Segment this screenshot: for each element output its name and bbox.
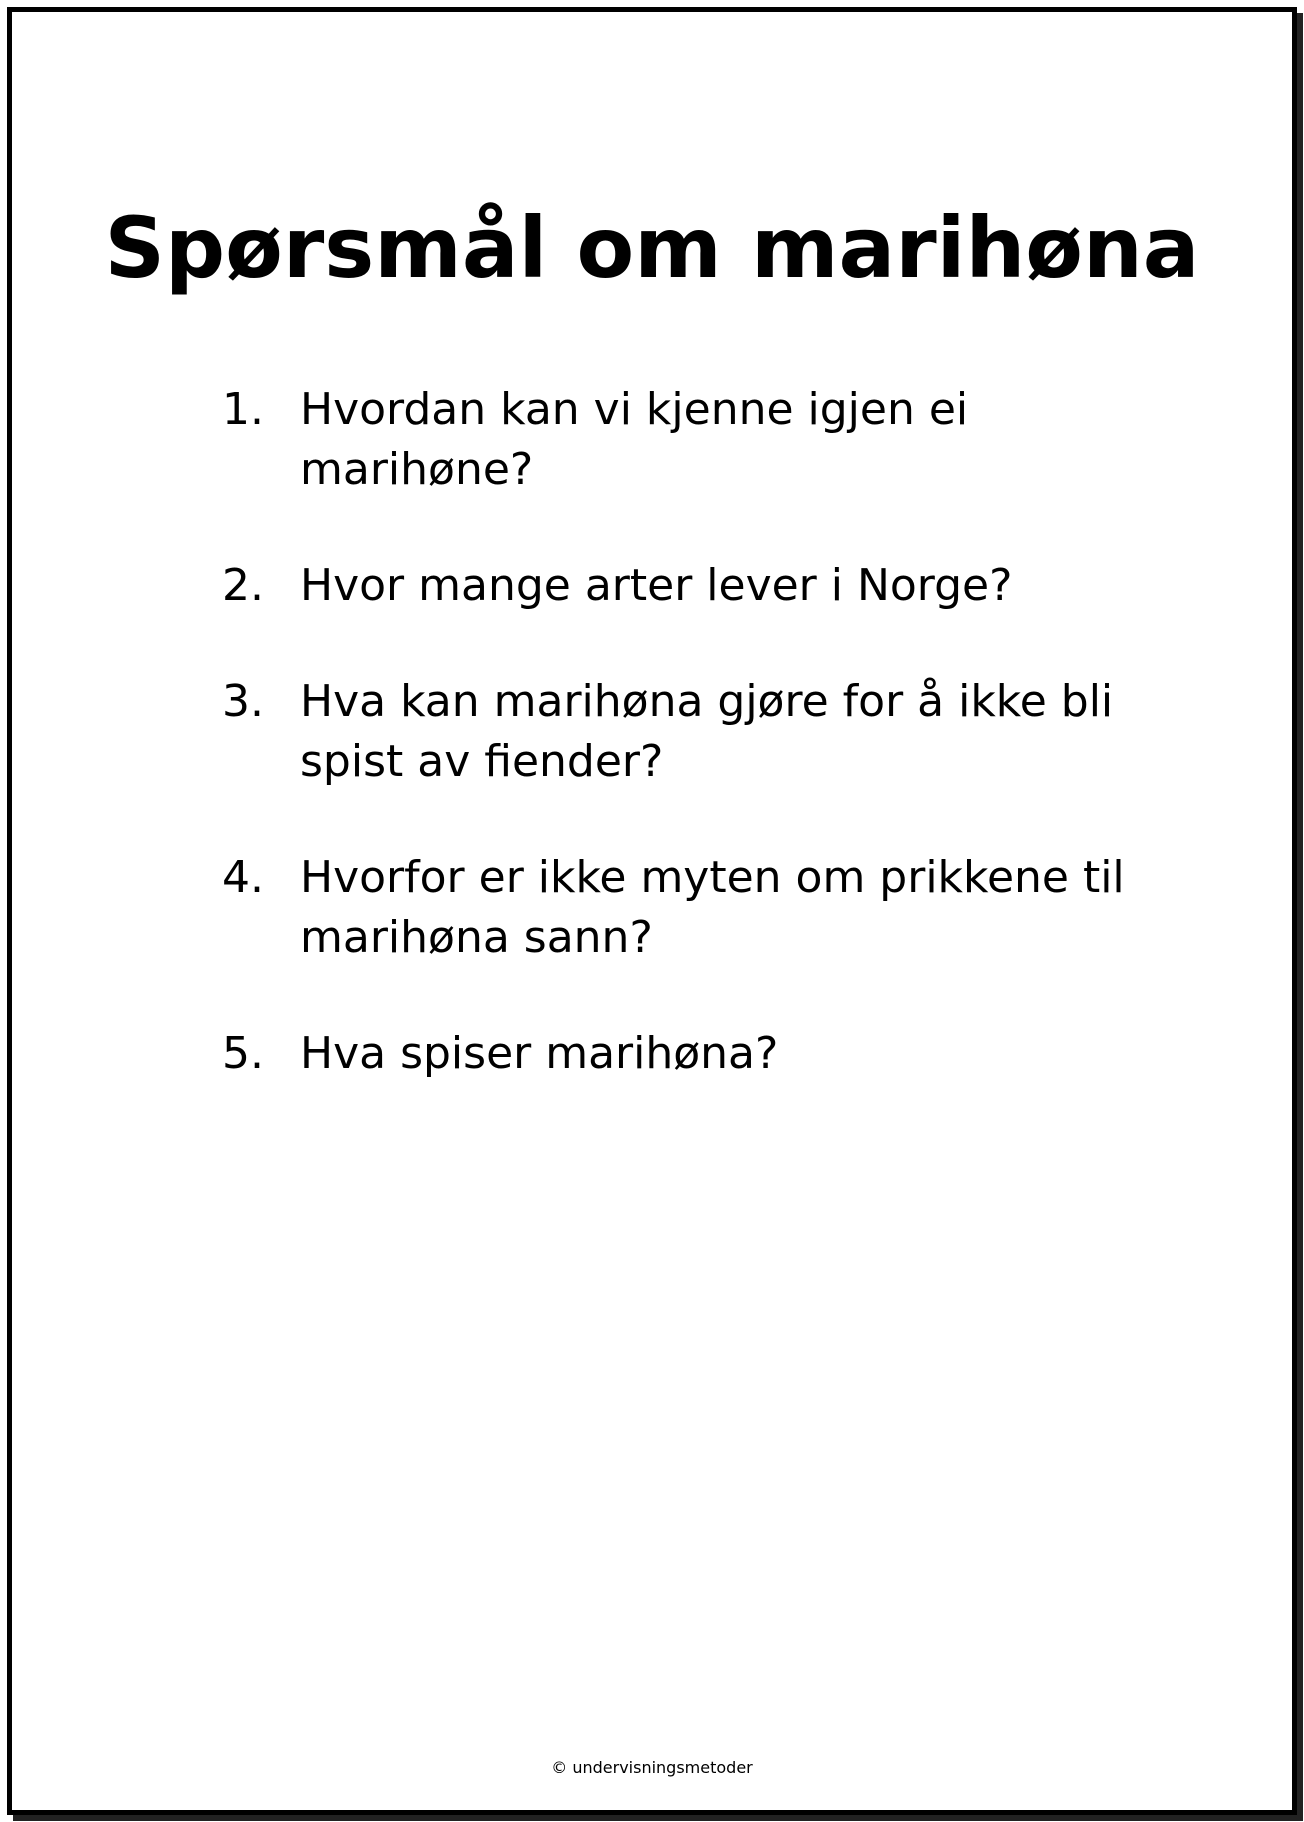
question-item (222, 556, 1182, 616)
question-item (222, 1024, 1182, 1084)
question-text: Hvor mange arter lever i Norge? (300, 560, 1013, 611)
question-text: Hva kan marihøna gjøre for å ikke bli spist av fiender? (300, 676, 1114, 787)
question-text: Hvorfor er ikke myten om prikkene til marihøna sann? (300, 852, 1125, 963)
question-item (222, 672, 1182, 792)
copyright-notice: © undervisningsmetoder (551, 1758, 753, 1777)
question-number: 1. (222, 384, 264, 435)
question-list (222, 380, 1182, 1140)
question-number: 3. (222, 676, 264, 727)
question-text: Hvordan kan vi kjenne igjen ei marihøne? (300, 384, 969, 495)
question-item (222, 848, 1182, 968)
question-number: 2. (222, 560, 264, 611)
question-number: 5. (222, 1028, 264, 1079)
question-item (222, 380, 1182, 500)
question-number: 4. (222, 852, 264, 903)
question-text: Hva spiser marihøna? (300, 1028, 779, 1079)
page-title: Spørsmål om marihøna (104, 199, 1200, 297)
